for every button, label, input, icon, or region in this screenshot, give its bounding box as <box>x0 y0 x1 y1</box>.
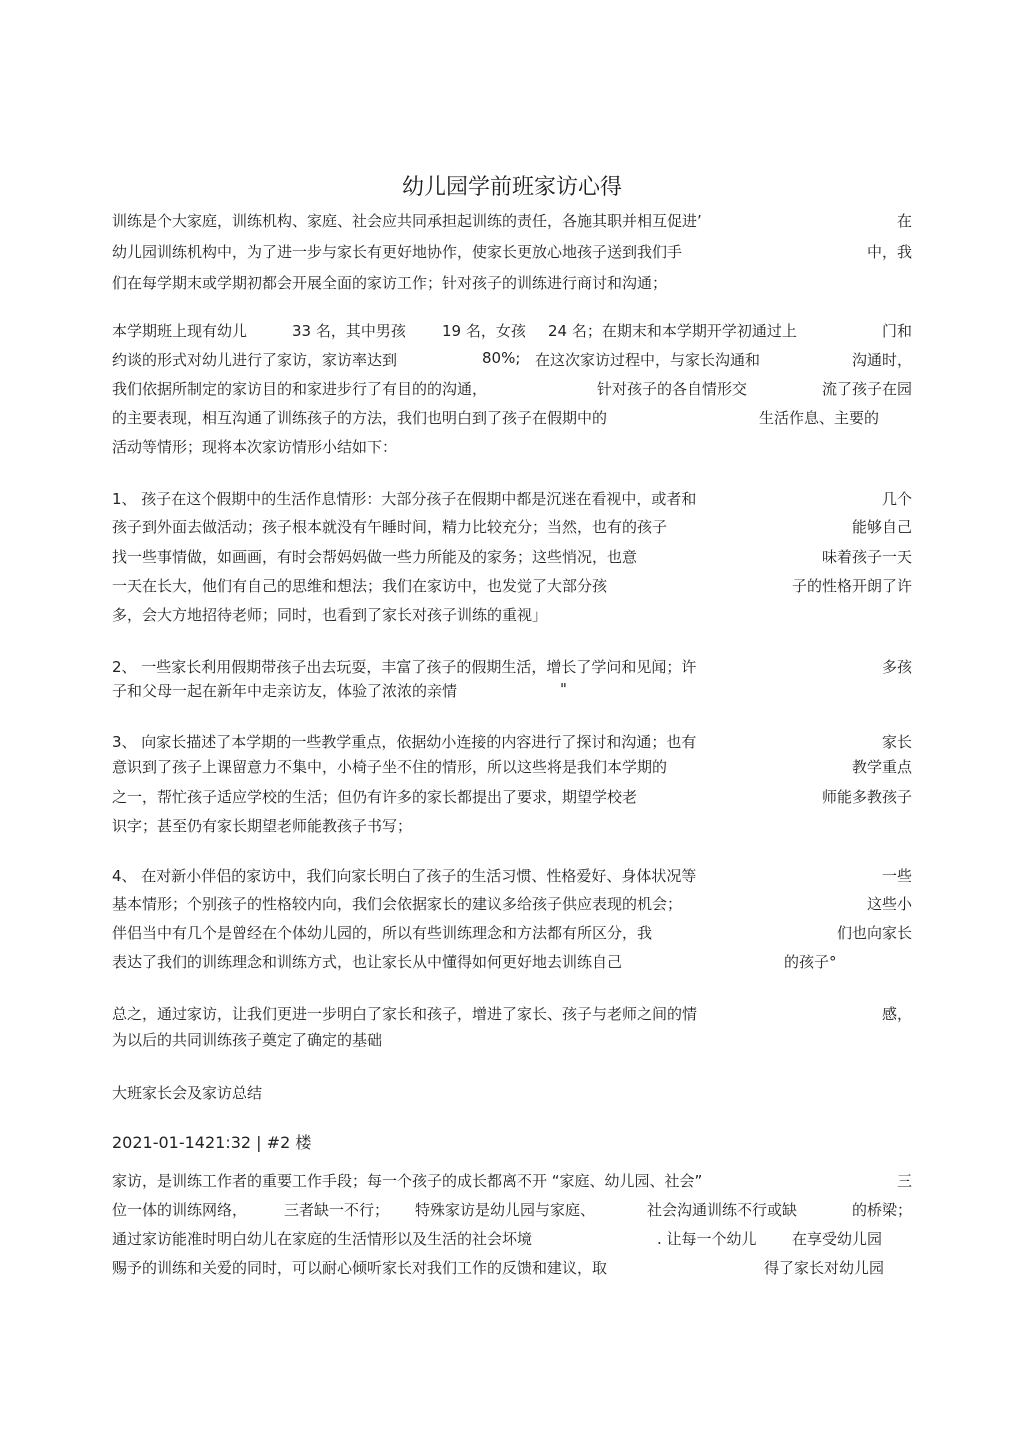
text-segment: 得了家长对幼儿园 <box>764 1259 885 1277</box>
paragraph-3-line-4 <box>112 575 912 605</box>
paragraph-8-line-2 <box>112 1199 912 1229</box>
text-segment: 意识到了孩子上课留意力不集中，小椅子坐不住的情形，所以这些将是我们本学期的 <box>112 758 668 776</box>
paragraph-6-line-2 <box>112 893 912 923</box>
text-segment: 训练是个大家庭，训练机构、家庭、社会应共同承担起训练的责任，各施其职并相互促进’ <box>112 212 702 230</box>
text-segment: 的主要表现，相互沟通了训练孩子的方法，我们也明白到了孩子在假期中的 <box>112 409 608 427</box>
text-segment: 的孩子° <box>784 953 837 971</box>
text-segment: 幼儿园训练机构中，为了进一步与家长有更好地协作，使家长更放心地孩子送到我们手 <box>112 243 683 261</box>
text-segment: 本学期班上现有幼儿 <box>112 322 248 340</box>
text-segment: 多孩 <box>881 658 912 676</box>
text-segment: 一些 <box>881 867 912 885</box>
text-segment: 这些小 <box>866 895 912 913</box>
text-segment: 我们依据所制定的家访目的和家进步行了有目的的沟通， <box>112 380 488 398</box>
text-segment: 特殊家访是幼儿园与家庭、 <box>415 1201 596 1219</box>
text-segment: 家长 <box>881 733 912 751</box>
paragraph-4-line-2 <box>112 680 912 710</box>
paragraph-1-line-2 <box>112 241 912 271</box>
paragraph-5-line-4 <box>112 815 912 845</box>
text-segment: 多，会大方地招待老师；同时，也看到了家长对孩子训练的重视」 <box>112 606 548 624</box>
text-segment: 之一，帮忙孩子适应学校的生活；但仍有许多的家长都提出了要求，期望学校老 <box>112 788 638 806</box>
document-title: 幼儿园学前班家访心得 <box>401 175 622 200</box>
text-segment: 19 名，女孩 <box>442 322 526 340</box>
text-segment: 位一体的训练网络， <box>112 1201 248 1219</box>
text-segment: 在这次家访过程中，与家长沟通和 <box>535 351 761 369</box>
text-segment: 能够自己 <box>851 518 912 536</box>
text-segment: 识字；甚至仍有家长期望老师能教孩子书写； <box>112 817 413 835</box>
text-segment: 2、 一些家长利用假期带孩子出去玩耍，丰富了孩子的假期生活，增长了学问和见闻；许 <box>112 658 697 676</box>
text-segment: 们也向家长 <box>836 924 912 942</box>
paragraph-3-line-3 <box>112 546 912 576</box>
section-subtitle: 大班家长会及家访总结 <box>112 1084 263 1102</box>
text-segment: 的桥梁； <box>851 1201 912 1219</box>
paragraph-2-line-4 <box>112 407 912 437</box>
text-segment: 基本情形；个别孩子的性格较内向，我们会依据家长的建议多给孩子供应表现的机会； <box>112 895 683 913</box>
paragraph-2-line-3 <box>112 378 912 408</box>
text-segment: 沟通时， <box>851 351 912 369</box>
text-segment: 门和 <box>881 322 912 340</box>
text-segment: 在 <box>896 212 912 230</box>
text-segment: 社会沟通训练不行或缺 <box>647 1201 798 1219</box>
text-segment: " <box>560 680 567 698</box>
text-segment: 为以后的共同训练孩子奠定了确定的基础 <box>112 1031 383 1049</box>
text-segment: 味着孩子一天 <box>821 548 912 566</box>
text-segment: 24 名；在期末和本学期开学初通过上 <box>548 322 797 340</box>
text-segment: 约谈的形式对幼儿进行了家访，家访率达到 <box>112 351 398 369</box>
text-segment: 4、 在对新小伴侣的家访中，我们向家长明白了孩子的生活习惯、性格爱好、身体状况等 <box>112 867 697 885</box>
text-segment: 中，我 <box>866 243 912 261</box>
text-segment: 针对孩子的各自情形交 <box>597 380 748 398</box>
text-segment: 33 名，其中男孩 <box>292 322 406 340</box>
paragraph-1-line-3 <box>112 272 912 302</box>
text-segment: 活动等情形；现将本次家访情形小结如下： <box>112 438 398 456</box>
text-segment: 流了孩子在园 <box>821 380 912 398</box>
text-segment: 子和父母一起在新年中走亲访友，体验了浓浓的亲情 <box>112 682 458 700</box>
paragraph-2-line-5 <box>112 436 912 466</box>
text-segment: 总之，通过家访，让我们更进一步明白了家长和孩子，增进了家长、孩子与老师之间的情 <box>112 1005 698 1023</box>
text-segment: 赐予的训练和关爱的同时，可以耐心倾听家长对我们工作的反馈和建议，取 <box>112 1259 608 1277</box>
text-segment: 一天在长大，他们有自己的思维和想法；我们在家访中，也发觉了大部分孩 <box>112 577 608 595</box>
text-segment: 三 <box>896 1172 912 1190</box>
text-segment: 师能多教孩子 <box>821 788 912 806</box>
paragraph-1-line-1 <box>112 210 912 240</box>
paragraph-7-line-2 <box>112 1029 912 1059</box>
post-meta: 2021-01-1421:32 | #2 楼 <box>112 1133 312 1152</box>
paragraph-6-line-1 <box>112 865 912 895</box>
paragraph-6-line-4 <box>112 951 912 981</box>
text-segment: 家访，是训练工作者的重要工作手段；每一个孩子的成长都离不开 “家庭、幼儿园、社会” <box>112 1172 703 1190</box>
paragraph-8-line-4 <box>112 1257 912 1287</box>
text-segment: 三者缺一不行； <box>284 1201 390 1219</box>
paragraph-8-line-1 <box>112 1170 912 1200</box>
text-segment: 子的性格开朗了许 <box>791 577 912 595</box>
text-segment: 孩子到外面去做活动；孩子根本就没有午睡时间，精力比较充分；当然，也有的孩子 <box>112 518 668 536</box>
paragraph-5-line-2 <box>112 756 912 786</box>
text-segment: 教学重点 <box>851 758 912 776</box>
paragraph-5-line-3 <box>112 786 912 816</box>
text-segment: 几个 <box>881 490 912 508</box>
text-segment: 伴侣当中有几个是曾经在个体幼儿园的，所以有些训练理念和方法都有所区分，我 <box>112 924 653 942</box>
paragraph-3-line-1 <box>112 488 912 518</box>
text-segment: 表达了我们的训练理念和训练方式，也让家长从中懂得如何更好地去训练自己 <box>112 953 623 971</box>
text-segment: 在享受幼儿园 <box>792 1230 883 1248</box>
paragraph-8-line-3 <box>112 1228 912 1258</box>
text-segment: 们在每学期末或学期初都会开展全面的家访工作；针对孩子的训练进行商讨和沟通； <box>112 274 668 292</box>
paragraph-3-line-2 <box>112 516 912 546</box>
text-segment: 生活作息、主要的 <box>759 409 880 427</box>
text-segment: . 让每一个幼儿 <box>657 1230 757 1248</box>
paragraph-3-line-5 <box>112 604 912 634</box>
paragraph-2-line-1 <box>112 320 912 350</box>
text-segment: 3、 向家长描述了本学期的一些教学重点，依据幼小连接的内容进行了探讨和沟通；也有 <box>112 733 697 751</box>
paragraph-6-line-3 <box>112 922 912 952</box>
text-segment: 1、 孩子在这个假期中的生活作息情形：大部分孩子在假期中都是沉迷在看视中，或者和 <box>112 490 697 508</box>
text-segment: 感， <box>881 1005 912 1023</box>
text-segment: 80%; <box>482 349 521 367</box>
text-segment: 通过家访能准时明白幼儿在家庭的生活情形以及生活的社会坏境 <box>112 1230 533 1248</box>
text-segment: 找一些事情做，如画画，有时会帮妈妈做一些力所能及的家务；这些悄况，也意 <box>112 548 638 566</box>
paragraph-2-line-2 <box>112 349 912 379</box>
